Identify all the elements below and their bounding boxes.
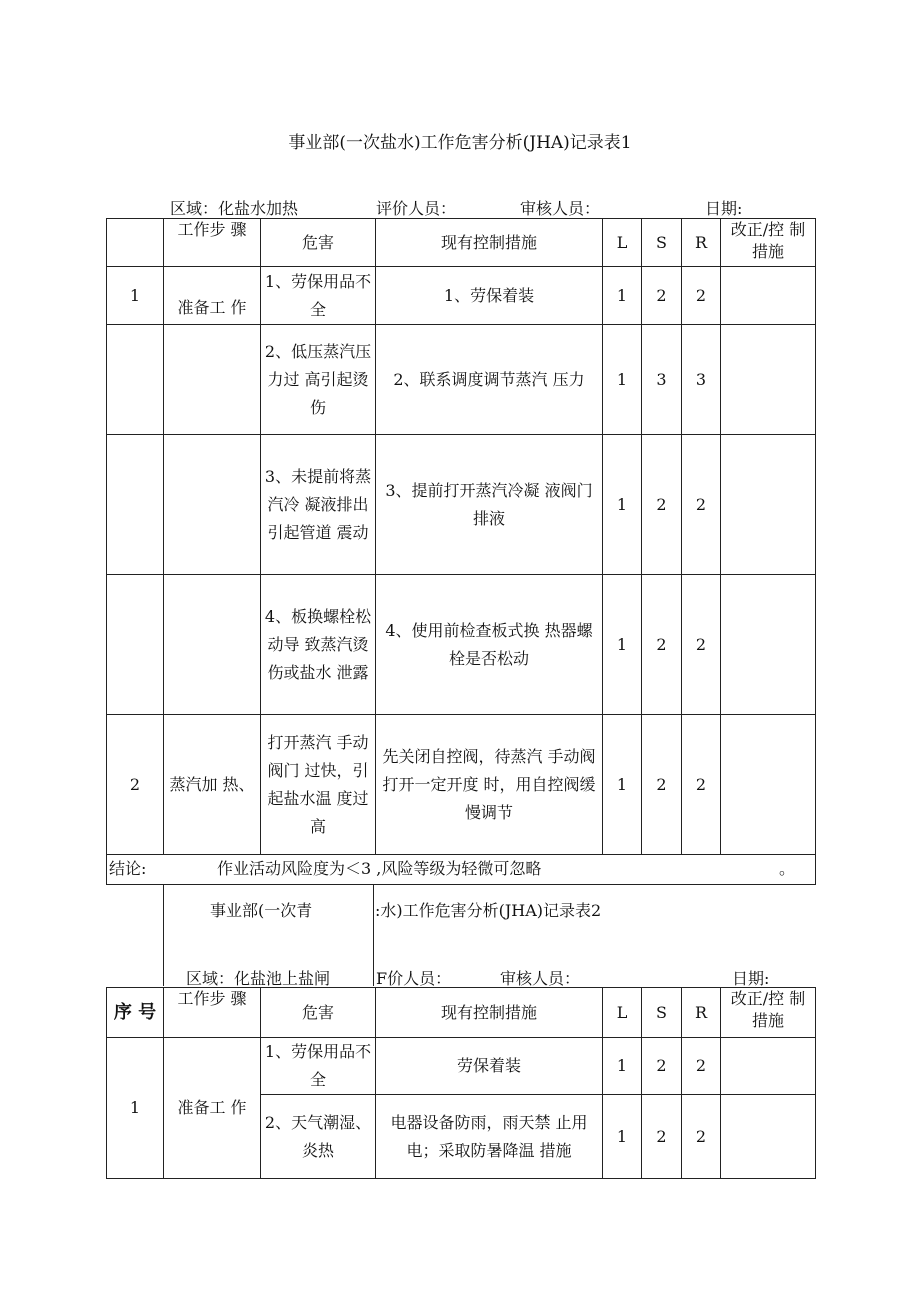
- header-s: S: [642, 988, 682, 1038]
- header-hazard: 危害: [261, 988, 376, 1038]
- header-control: 现有控制措施: [376, 219, 603, 267]
- row-step: [164, 325, 261, 435]
- conclusion-cell: [107, 855, 816, 885]
- row-r: 2: [682, 1095, 721, 1179]
- row-step: [164, 435, 261, 575]
- row-improve: [721, 715, 816, 855]
- row-s: 2: [642, 715, 682, 855]
- row-s: 3: [642, 325, 682, 435]
- row-control: 3、提前打开蒸汽冷凝 液阀门排液: [376, 435, 603, 575]
- row-improve: [721, 435, 816, 575]
- sheet1-evaluator: 评价人员：: [376, 199, 457, 218]
- header-seq: 序 号: [107, 988, 164, 1038]
- row-improve: [721, 575, 816, 715]
- row-step: 蒸汽加 热、: [164, 715, 261, 855]
- row-hazard: 2、天气潮湿、炎热: [261, 1095, 376, 1179]
- row-l: 1: [603, 575, 642, 715]
- row-seq: [107, 575, 164, 715]
- row-control: 劳保着装: [376, 1038, 603, 1095]
- header-improve: 改正/控 制措施: [721, 988, 816, 1038]
- header-improve: 改正/控 制措施: [721, 219, 816, 267]
- row-step: 准备工 作: [177, 297, 247, 317]
- header-l: L: [603, 988, 642, 1038]
- row-control: 2、联系调度调节蒸汽 压力: [376, 325, 603, 435]
- row-seq: 2: [107, 715, 164, 855]
- row-s: 2: [642, 435, 682, 575]
- jha-table-2: [106, 987, 816, 1179]
- row-l: 1: [603, 715, 642, 855]
- sheet2-title-left: 事业部(一次青: [210, 901, 313, 920]
- table-row: [107, 325, 816, 435]
- sheet1-area: 区域：化盐水加热: [170, 199, 299, 218]
- table-header-row: [107, 988, 816, 1038]
- row-l: 1: [603, 267, 642, 325]
- header-control: 现有控制措施: [376, 988, 603, 1038]
- row-control: 1、劳保着装: [376, 267, 603, 325]
- row-r: 3: [682, 325, 721, 435]
- row-improve: [721, 1095, 816, 1179]
- row-hazard: 3、未提前将蒸汽冷 凝液排出 引起管道 震动: [261, 435, 376, 575]
- row-control: 电器设备防雨，雨天禁 止用电；采取防暑降温 措施: [376, 1095, 603, 1179]
- row-improve: [721, 1038, 816, 1095]
- row-step: 准备工 作: [164, 1038, 261, 1179]
- row-s: 2: [642, 1038, 682, 1095]
- jha-table-1: [106, 218, 816, 885]
- table-row: [107, 575, 816, 715]
- divider-line: [373, 885, 374, 986]
- row-hazard: 4、板换螺栓松动导 致蒸汽烫 伤或盐水 泄露: [261, 575, 376, 715]
- row-hazard: 1、劳保用品不全: [261, 267, 376, 325]
- table-row: [107, 1038, 816, 1095]
- sheet2-title-right: :水)工作危害分析(JHA)记录表2: [375, 901, 602, 920]
- row-l: 1: [603, 435, 642, 575]
- header-hazard: 危害: [261, 219, 376, 267]
- table-header-row: [107, 219, 816, 267]
- row-s: 2: [642, 1095, 682, 1179]
- table-row: [107, 267, 816, 325]
- row-hazard: 2、低压蒸汽压力过 高引起烫 伤: [261, 325, 376, 435]
- row-s: 2: [642, 575, 682, 715]
- header-s: S: [642, 219, 682, 267]
- row-seq: [107, 325, 164, 435]
- row-step: [164, 575, 261, 715]
- header-r: R: [682, 219, 721, 267]
- sheet1-date: 日期:: [705, 199, 743, 218]
- row-r: 2: [682, 715, 721, 855]
- row-hazard: 打开蒸汽 手动阀门 过快，引 起盐水温 度过高: [261, 715, 376, 855]
- conclusion-label: 结论:: [109, 859, 147, 878]
- header-seq: [107, 219, 164, 267]
- header-l: L: [603, 219, 642, 267]
- row-r: 2: [682, 267, 721, 325]
- row-l: 1: [603, 1038, 642, 1095]
- row-r: 2: [682, 575, 721, 715]
- conclusion-row: [107, 855, 816, 885]
- table-row: [107, 715, 816, 855]
- row-seq: 1: [107, 267, 164, 325]
- sheet2-area: 区域：化盐池上盐闸: [186, 969, 331, 988]
- header-step: 工作步 骤: [164, 988, 261, 1038]
- sheet1-title: 事业部(一次盐水)工作危害分析(JHA)记录表1: [288, 133, 632, 153]
- conclusion-text: 作业活动风险度为＜3 ,风险等级为轻微可忽略: [217, 859, 542, 878]
- sheet1-reviewer: 审核人员：: [520, 199, 601, 218]
- header-r: R: [682, 988, 721, 1038]
- row-r: 2: [682, 435, 721, 575]
- row-improve: [721, 267, 816, 325]
- row-seq: [107, 435, 164, 575]
- row-improve: [721, 325, 816, 435]
- table-row: [107, 435, 816, 575]
- sheet2-date: 日期:: [732, 969, 770, 988]
- header-step: 工作步 骤: [164, 219, 261, 267]
- row-r: 2: [682, 1038, 721, 1095]
- row-control: 4、使用前检查板式换 热器螺栓是否松动: [376, 575, 603, 715]
- row-seq: 1: [107, 1038, 164, 1179]
- divider-line: [163, 885, 164, 986]
- row-control: 先关闭自控阀，待蒸汽 手动阀打开一定开度 时，用自控阀缓慢调节: [376, 715, 603, 855]
- row-s: 2: [642, 267, 682, 325]
- row-l: 1: [603, 1095, 642, 1179]
- row-hazard: 1、劳保用品不全: [261, 1038, 376, 1095]
- sheet2-evaluator: F价人员：: [376, 969, 452, 988]
- conclusion-end: 。: [779, 859, 796, 878]
- row-l: 1: [603, 325, 642, 435]
- sheet2-reviewer: 审核人员：: [500, 969, 581, 988]
